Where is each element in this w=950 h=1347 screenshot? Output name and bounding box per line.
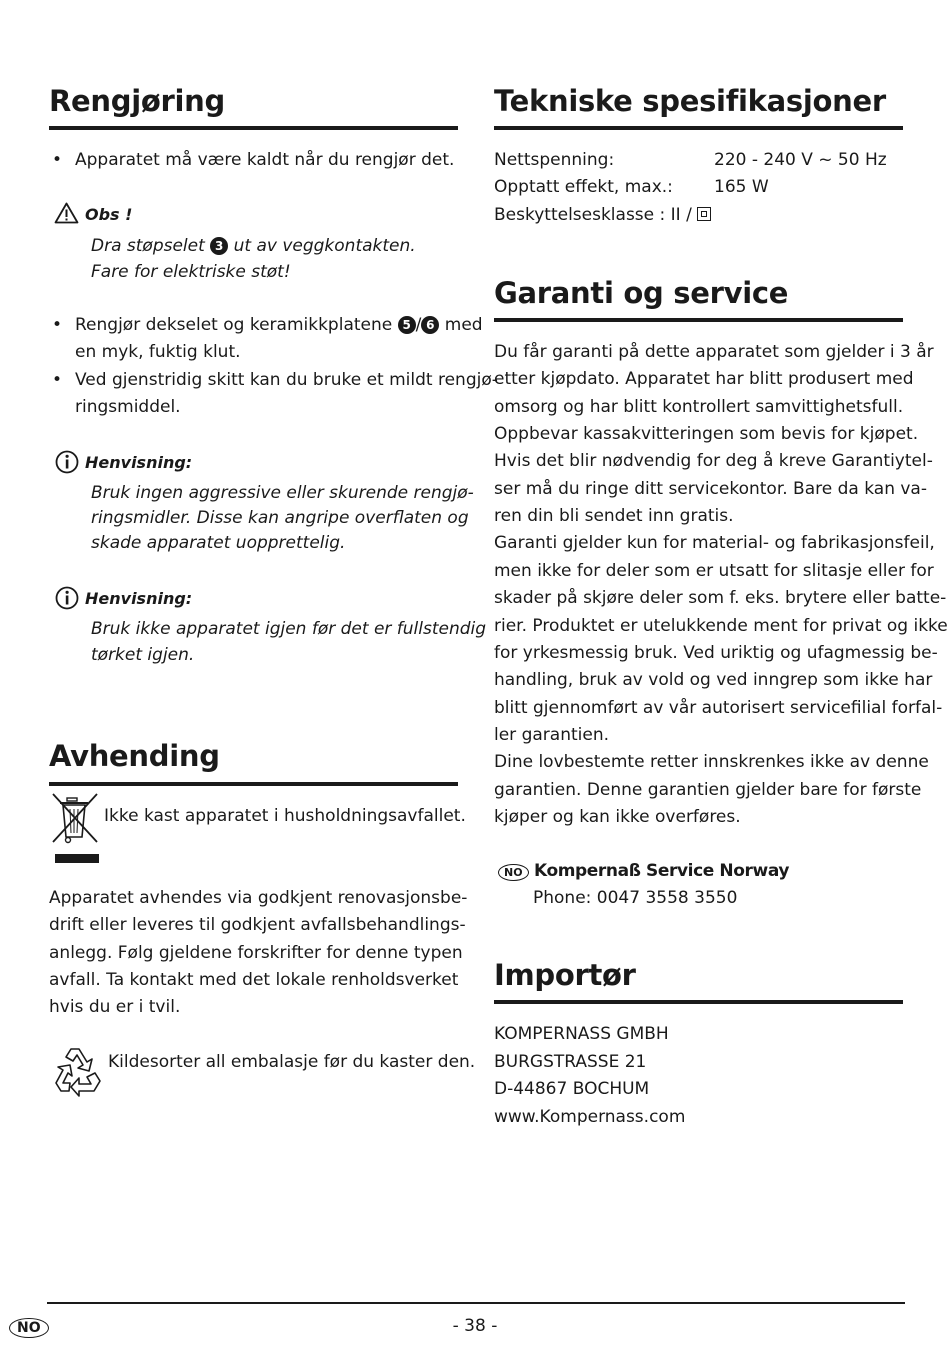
spec-label: Beskyttelsesklasse : xyxy=(494,205,666,225)
part-number-badge: 6 xyxy=(421,316,439,334)
spec-label: Opptatt effekt, max.: xyxy=(494,177,673,197)
warranty-line: garantien. Denne garantien gjelder bare for første xyxy=(494,779,922,800)
note-1-label: Henvisning: xyxy=(85,453,193,472)
note-2-line: Bruk ikke apparatet igjen før det er fullstendig xyxy=(91,619,487,639)
disposal-para-line: hvis du er i tvil. xyxy=(49,997,181,1017)
info-icon xyxy=(55,586,79,610)
cleaning-bullet-3-line-2: ringsmiddel. xyxy=(75,397,181,417)
recycle-text: Kildesorter all embalasje før du kaster den. xyxy=(108,1052,476,1072)
warranty-line: ren din bli sendet inn gratis. xyxy=(494,506,734,527)
importer-heading: Importør xyxy=(494,958,636,992)
part-number-badge: 3 xyxy=(210,237,228,255)
warning-icon xyxy=(54,202,79,224)
warranty-heading-rule xyxy=(494,318,903,322)
info-icon xyxy=(55,450,79,474)
disposal-heading: Avhending xyxy=(49,739,220,773)
spec-label: Nettspenning: xyxy=(494,150,615,170)
bullet-dot: • xyxy=(52,315,63,335)
country-badge: NO xyxy=(498,864,529,881)
note-2-label: Henvisning: xyxy=(85,589,193,608)
specs-heading-rule xyxy=(494,126,903,130)
warning-line-1-pre: Dra støpselet xyxy=(91,236,205,256)
warranty-line: Hvis det blir nødvendig for deg å kreve Garantiytel- xyxy=(494,451,933,472)
warranty-line: ser må du ringe ditt servicekontor. Bare da kan va- xyxy=(494,478,927,499)
disposal-heading-rule xyxy=(49,782,458,786)
cleaning-bullet-2-post: med xyxy=(444,315,483,335)
recycle-icon xyxy=(51,1043,107,1097)
crossed-bin-icon xyxy=(51,792,101,866)
footer-rule xyxy=(47,1302,905,1304)
bullet-dot: • xyxy=(52,370,63,390)
note-1-line: skade apparatet uopprettelig. xyxy=(91,533,346,553)
note-1-line: Bruk ingen aggressive eller skurende rengjø- xyxy=(91,483,474,503)
warranty-line: etter kjøpdato. Apparatet har blitt produsert med xyxy=(494,369,914,390)
spec-value: II / xyxy=(670,205,692,225)
importer-line: BURGSTRASSE 21 xyxy=(494,1052,647,1072)
service-name: Kompernaß Service Norway xyxy=(533,861,790,881)
warranty-line: Oppbevar kassakvitteringen som bevis for kjøpet. xyxy=(494,424,919,445)
warranty-line: rier. Produktet er utelukkende ment for privat og ikke xyxy=(494,615,948,636)
spec-value: 220 - 240 V ~ 50 Hz xyxy=(714,150,887,170)
cleaning-bullet-2-pre: Rengjør dekselet og keramikkplatene xyxy=(75,315,393,335)
warranty-line: blitt gjennomført av vår autorisert servicefilial forfal- xyxy=(494,697,943,718)
warranty-line: ler garantien. xyxy=(494,724,609,745)
warranty-line: Dine lovbestemte retter innskrenkes ikke av denne xyxy=(494,752,929,773)
service-phone: Phone: 0047 3558 3550 xyxy=(533,888,738,908)
warranty-line: Garanti gjelder kun for material- og fabrikasjonsfeil, xyxy=(494,533,935,554)
cleaning-heading-rule xyxy=(49,126,458,130)
page-number: - 38 - xyxy=(452,1316,498,1336)
bin-text: Ikke kast apparatet i husholdningsavfallet. xyxy=(104,806,466,826)
service-line xyxy=(498,858,789,885)
bullet-dot: • xyxy=(52,150,63,170)
warning-line-1 xyxy=(91,233,416,260)
warranty-line: for yrkesmessig bruk. Ved uriktig og ufagmessig be- xyxy=(494,642,938,663)
warranty-line: omsorg og har blitt kontrollert samvittighetsfull. xyxy=(494,396,904,417)
importer-website: www.Kompernass.com xyxy=(494,1107,686,1127)
warning-line-1-post: ut av veggkontakten. xyxy=(233,236,416,256)
warranty-heading: Garanti og service xyxy=(494,276,789,310)
warranty-line: kjøper og kan ikke overføres. xyxy=(494,806,741,827)
language-badge: NO xyxy=(9,1318,49,1338)
cleaning-bullet-2-line-2: en myk, fuktig klut. xyxy=(75,342,241,362)
note-1-line: ringsmidler. Disse kan angripe overflaten og xyxy=(91,508,469,528)
cleaning-bullet-2-line-1 xyxy=(75,312,483,339)
disposal-para-line: Apparatet avhendes via godkjent renovasjonsbe- xyxy=(49,888,468,908)
protection-class-ii-icon xyxy=(697,207,711,221)
cleaning-bullet-1: Apparatet må være kaldt når du rengjør det. xyxy=(75,150,455,170)
warranty-line: men ikke for deler som er utsatt for slitasje eller for xyxy=(494,560,934,581)
warranty-line: skader på skjøre deler som f. eks. brytere eller batte- xyxy=(494,588,947,609)
note-2-line: tørket igjen. xyxy=(91,645,195,665)
specs-heading: Tekniske spesifikasjoner xyxy=(494,84,886,118)
cleaning-bullet-3-line-1: Ved gjenstridig skitt kan du bruke et mildt rengjø- xyxy=(75,370,498,390)
importer-line: D-44867 BOCHUM xyxy=(494,1079,650,1099)
spec-protection xyxy=(494,202,711,229)
warning-label: Obs ! xyxy=(85,205,133,224)
spec-value: 165 W xyxy=(714,177,769,197)
cleaning-heading: Rengjøring xyxy=(49,84,225,118)
warning-line-2: Fare for elektriske støt! xyxy=(91,262,291,282)
disposal-para-line: drift eller leveres til godkjent avfallsbehandlings- xyxy=(49,915,466,935)
part-number-badge: 5 xyxy=(398,316,416,334)
disposal-para-line: avfall. Ta kontakt med det lokale renholdsverket xyxy=(49,970,459,990)
warranty-line: handling, bruk av vold og ved inngrep som ikke har xyxy=(494,670,933,691)
importer-line: KOMPERNASS GMBH xyxy=(494,1024,669,1044)
part-number-separator: / xyxy=(415,315,422,335)
warranty-line: Du får garanti på dette apparatet som gjelder i 3 år xyxy=(494,342,934,362)
importer-heading-rule xyxy=(494,1000,903,1004)
disposal-para-line: anlegg. Følg gjeldene forskrifter for denne typen xyxy=(49,943,463,963)
